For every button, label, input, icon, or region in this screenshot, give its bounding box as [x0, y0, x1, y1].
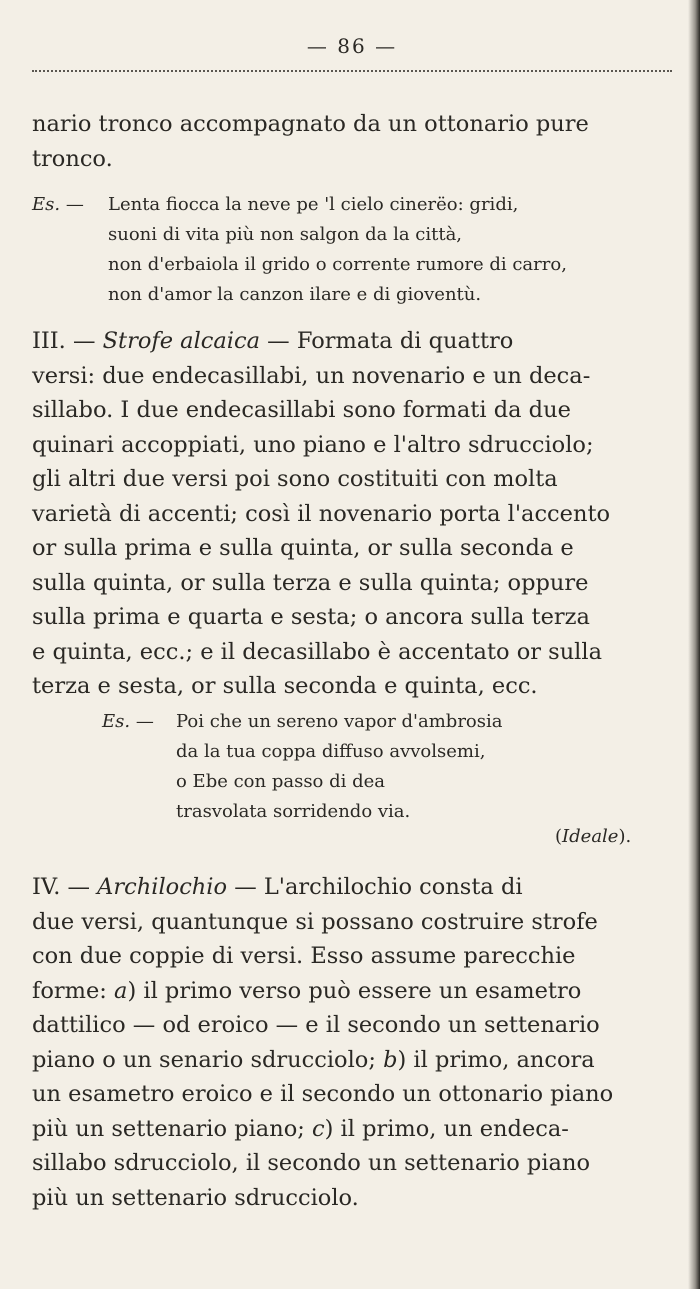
text-line: varietà di accenti; così il novenario porta l'accento — [32, 500, 611, 527]
example-dash: — — [65, 194, 84, 215]
section-archilochio — [32, 870, 668, 1215]
text-segment: piano o un senario sdrucciolo; — [32, 1046, 384, 1073]
text-line — [32, 905, 668, 940]
example-lead: Es. — [32, 194, 61, 215]
text-segment: sillabo sdrucciolo, il secondo un settenario piano — [32, 1150, 590, 1176]
text-line — [32, 939, 668, 974]
text-line: e quinta, ecc.; e il decasillabo è accentato or sulla — [32, 638, 602, 665]
example-label — [32, 190, 84, 220]
text-line: or sulla prima e sulla quinta, or sulla seconda e — [32, 535, 574, 561]
text-line: sulla quinta, or sulla terza e sulla quinta; oppure — [32, 569, 589, 596]
text-segment: un esametro eroico e il secondo un ottonario piano — [32, 1081, 614, 1107]
attribution-paren: ( — [555, 826, 563, 847]
section-title-dash: — — [234, 874, 257, 900]
text-line — [32, 1112, 668, 1147]
text-segment: più un settenario piano; — [32, 1115, 312, 1142]
text-segment: più un settenario sdrucciolo. — [32, 1184, 359, 1211]
text-segment: forme: — [32, 977, 115, 1004]
verse-line: suoni di vita più non salgon da la città, — [108, 224, 463, 245]
section-title: Archilochio — [97, 874, 228, 900]
text-segment: Formata di quattro — [296, 328, 514, 354]
text-line — [32, 1043, 668, 1078]
example-verse — [176, 707, 503, 827]
text-segment: due versi, quantunque si possano costruire strofe — [32, 908, 598, 935]
attribution-paren: ). — [618, 826, 632, 847]
verse-attribution — [555, 826, 631, 847]
text-line: gli altri due versi poi sono costituiti con molta — [32, 466, 558, 492]
text-line: sulla prima e quarta e sesta; o ancora sulla terza — [32, 604, 590, 630]
example-label — [102, 707, 154, 737]
example-lead: Es. — [102, 711, 131, 732]
verse-line: non d'amor la canzon ilare e di gioventù. — [108, 284, 482, 305]
example-dash: — — [135, 711, 154, 732]
verse-line: da la tua coppa diffuso avvolsemi, — [176, 741, 486, 762]
verse-line: Lenta fiocca la neve pe 'l cielo cinerëo: gridi, — [108, 194, 519, 215]
list-marker: b — [383, 1046, 398, 1073]
text-line: terza e sesta, or sulla seconda e quinta, ecc. — [32, 673, 538, 699]
text-segment: con due coppie di versi. Esso assume parecchie — [32, 943, 576, 969]
verse-line: non d'erbaiola il grido o corrente rumore di carro, — [108, 254, 567, 275]
list-marker: a — [114, 977, 128, 1004]
section-title-dash: — — [267, 328, 290, 354]
verse-line: Poi che un sereno vapor d'ambrosia — [176, 711, 503, 732]
verse-line: trasvolata sorridendo via. — [176, 801, 411, 822]
text-line — [32, 1181, 668, 1216]
section-title: Strofe alcaica — [102, 328, 261, 354]
text-segment: ) il primo verso può essere un esametro — [127, 977, 582, 1004]
verse-line: o Ebe con passo di dea — [176, 771, 386, 792]
text-line — [32, 1008, 668, 1043]
section-heading-line — [32, 324, 668, 359]
text-segment: ) il primo, un endeca- — [324, 1115, 569, 1142]
attribution-title: Ideale — [562, 826, 619, 847]
text-segment: L'archilochio consta di — [263, 874, 523, 900]
text-line — [32, 1146, 668, 1181]
text-line: tronco. — [32, 145, 113, 172]
text-line — [32, 1077, 668, 1112]
text-segment: dattilico — od eroico — e il secondo un settenario — [32, 1012, 600, 1038]
example-verse — [108, 190, 567, 310]
section-heading-line — [32, 870, 668, 905]
text-line: versi: due endecasillabi, un novenario e un deca- — [32, 362, 591, 389]
header-rule — [32, 70, 672, 72]
text-line: nario tronco accompagnato da un ottonario pure — [32, 111, 589, 137]
text-line — [32, 974, 668, 1009]
text-segment: ) il primo, ancora — [397, 1046, 595, 1073]
section-strofe-alcaica — [32, 324, 668, 704]
paragraph-continuation — [32, 107, 668, 176]
page-number: — 86 — — [306, 34, 398, 58]
text-line: sillabo. I due endecasillabi sono formati da due — [32, 397, 571, 423]
text-line: quinari accoppiati, uno piano e l'altro sdrucciolo; — [32, 431, 594, 458]
section-numeral: III. — — [32, 328, 96, 354]
list-marker: c — [311, 1115, 325, 1142]
page-edge-shadow — [688, 0, 700, 1289]
section-numeral: IV. — — [32, 874, 91, 900]
